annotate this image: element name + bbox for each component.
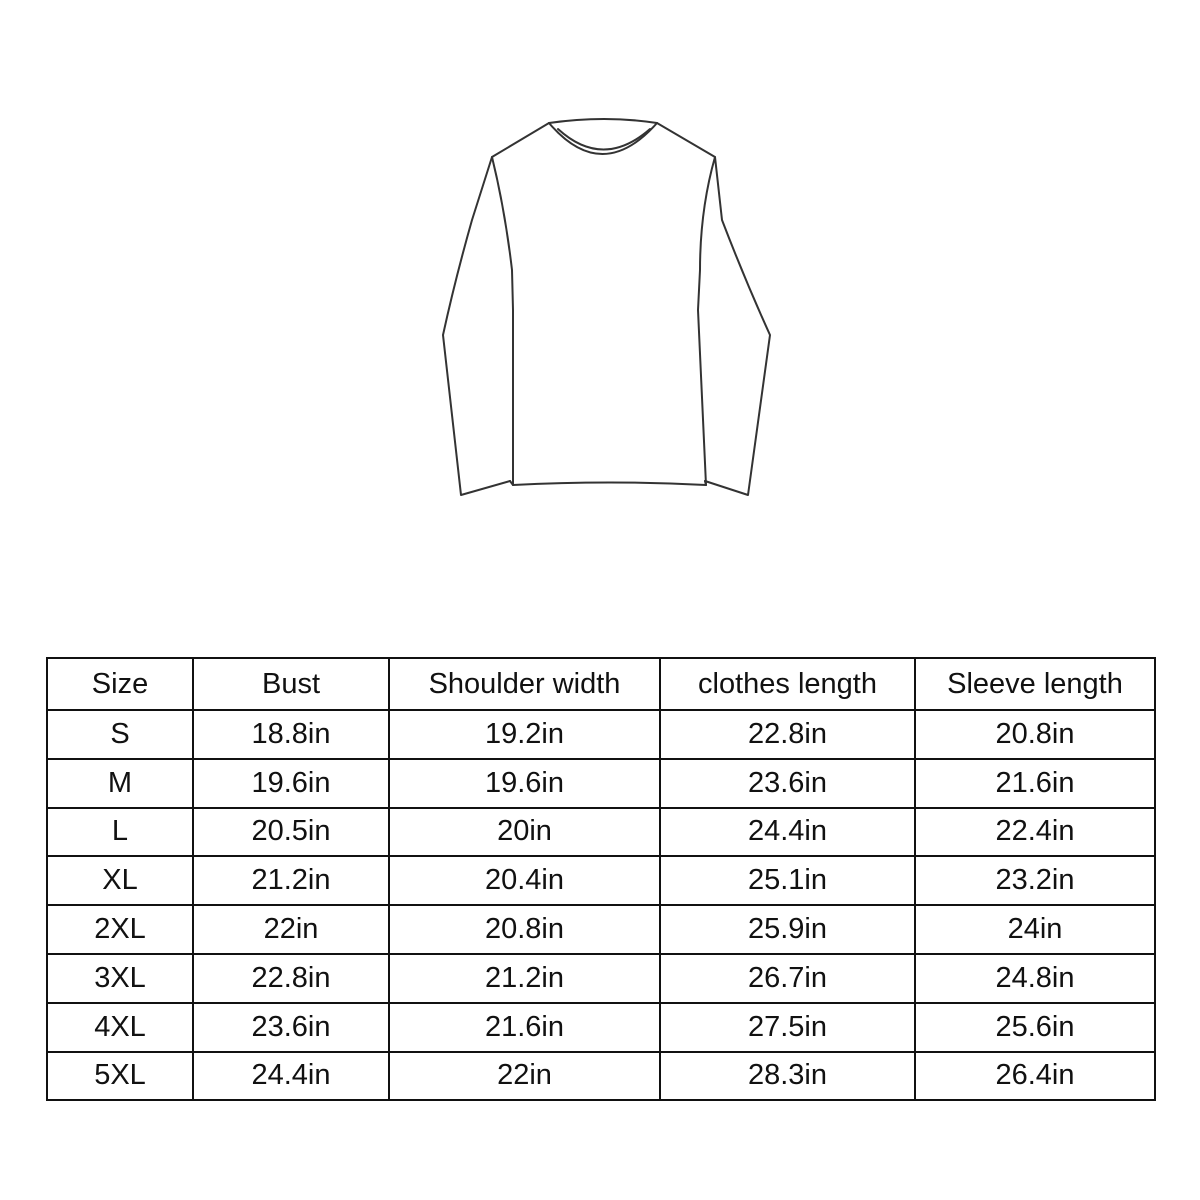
cell-sleeve-length: 24.8in — [915, 954, 1155, 1003]
cell-clothes-length: 25.1in — [660, 856, 915, 905]
table-row — [47, 1052, 1155, 1101]
cell-bust: 22in — [193, 905, 389, 954]
cell-shoulder-width: 20in — [389, 808, 660, 857]
table-row — [47, 856, 1155, 905]
cell-bust: 18.8in — [193, 710, 389, 759]
cell-sleeve-length: 24in — [915, 905, 1155, 954]
header-size: Size — [47, 658, 193, 710]
header-sleeve-length: Sleeve length — [915, 658, 1155, 710]
cell-size: 3XL — [47, 954, 193, 1003]
cell-sleeve-length: 20.8in — [915, 710, 1155, 759]
cell-bust: 21.2in — [193, 856, 389, 905]
cell-size: S — [47, 710, 193, 759]
cell-clothes-length: 22.8in — [660, 710, 915, 759]
cell-sleeve-length: 21.6in — [915, 759, 1155, 808]
cell-clothes-length: 26.7in — [660, 954, 915, 1003]
cell-bust: 20.5in — [193, 808, 389, 857]
cell-bust: 23.6in — [193, 1003, 389, 1052]
cell-size: L — [47, 808, 193, 857]
cell-clothes-length: 24.4in — [660, 808, 915, 857]
cell-shoulder-width: 20.4in — [389, 856, 660, 905]
size-chart-table — [46, 657, 1156, 1101]
cell-shoulder-width: 22in — [389, 1052, 660, 1101]
header-clothes-length: clothes length — [660, 658, 915, 710]
cell-clothes-length: 23.6in — [660, 759, 915, 808]
header-shoulder-width: Shoulder width — [389, 658, 660, 710]
cell-size: XL — [47, 856, 193, 905]
cell-size: 5XL — [47, 1052, 193, 1101]
cell-shoulder-width: 19.6in — [389, 759, 660, 808]
table-row — [47, 954, 1155, 1003]
cell-size: 4XL — [47, 1003, 193, 1052]
cell-shoulder-width: 21.6in — [389, 1003, 660, 1052]
cell-clothes-length: 25.9in — [660, 905, 915, 954]
table-row — [47, 759, 1155, 808]
table-row — [47, 808, 1155, 857]
cell-shoulder-width: 21.2in — [389, 954, 660, 1003]
cell-bust: 22.8in — [193, 954, 389, 1003]
cell-sleeve-length: 25.6in — [915, 1003, 1155, 1052]
cell-bust: 24.4in — [193, 1052, 389, 1101]
cell-bust: 19.6in — [193, 759, 389, 808]
cell-size: 2XL — [47, 905, 193, 954]
table-row — [47, 1003, 1155, 1052]
cell-size: M — [47, 759, 193, 808]
long-sleeve-shirt-icon — [430, 110, 780, 510]
table-header-row — [47, 658, 1155, 710]
table-row — [47, 710, 1155, 759]
cell-sleeve-length: 26.4in — [915, 1052, 1155, 1101]
cell-sleeve-length: 23.2in — [915, 856, 1155, 905]
cell-shoulder-width: 20.8in — [389, 905, 660, 954]
table-row — [47, 905, 1155, 954]
cell-clothes-length: 27.5in — [660, 1003, 915, 1052]
header-bust: Bust — [193, 658, 389, 710]
cell-clothes-length: 28.3in — [660, 1052, 915, 1101]
cell-sleeve-length: 22.4in — [915, 808, 1155, 857]
cell-shoulder-width: 19.2in — [389, 710, 660, 759]
